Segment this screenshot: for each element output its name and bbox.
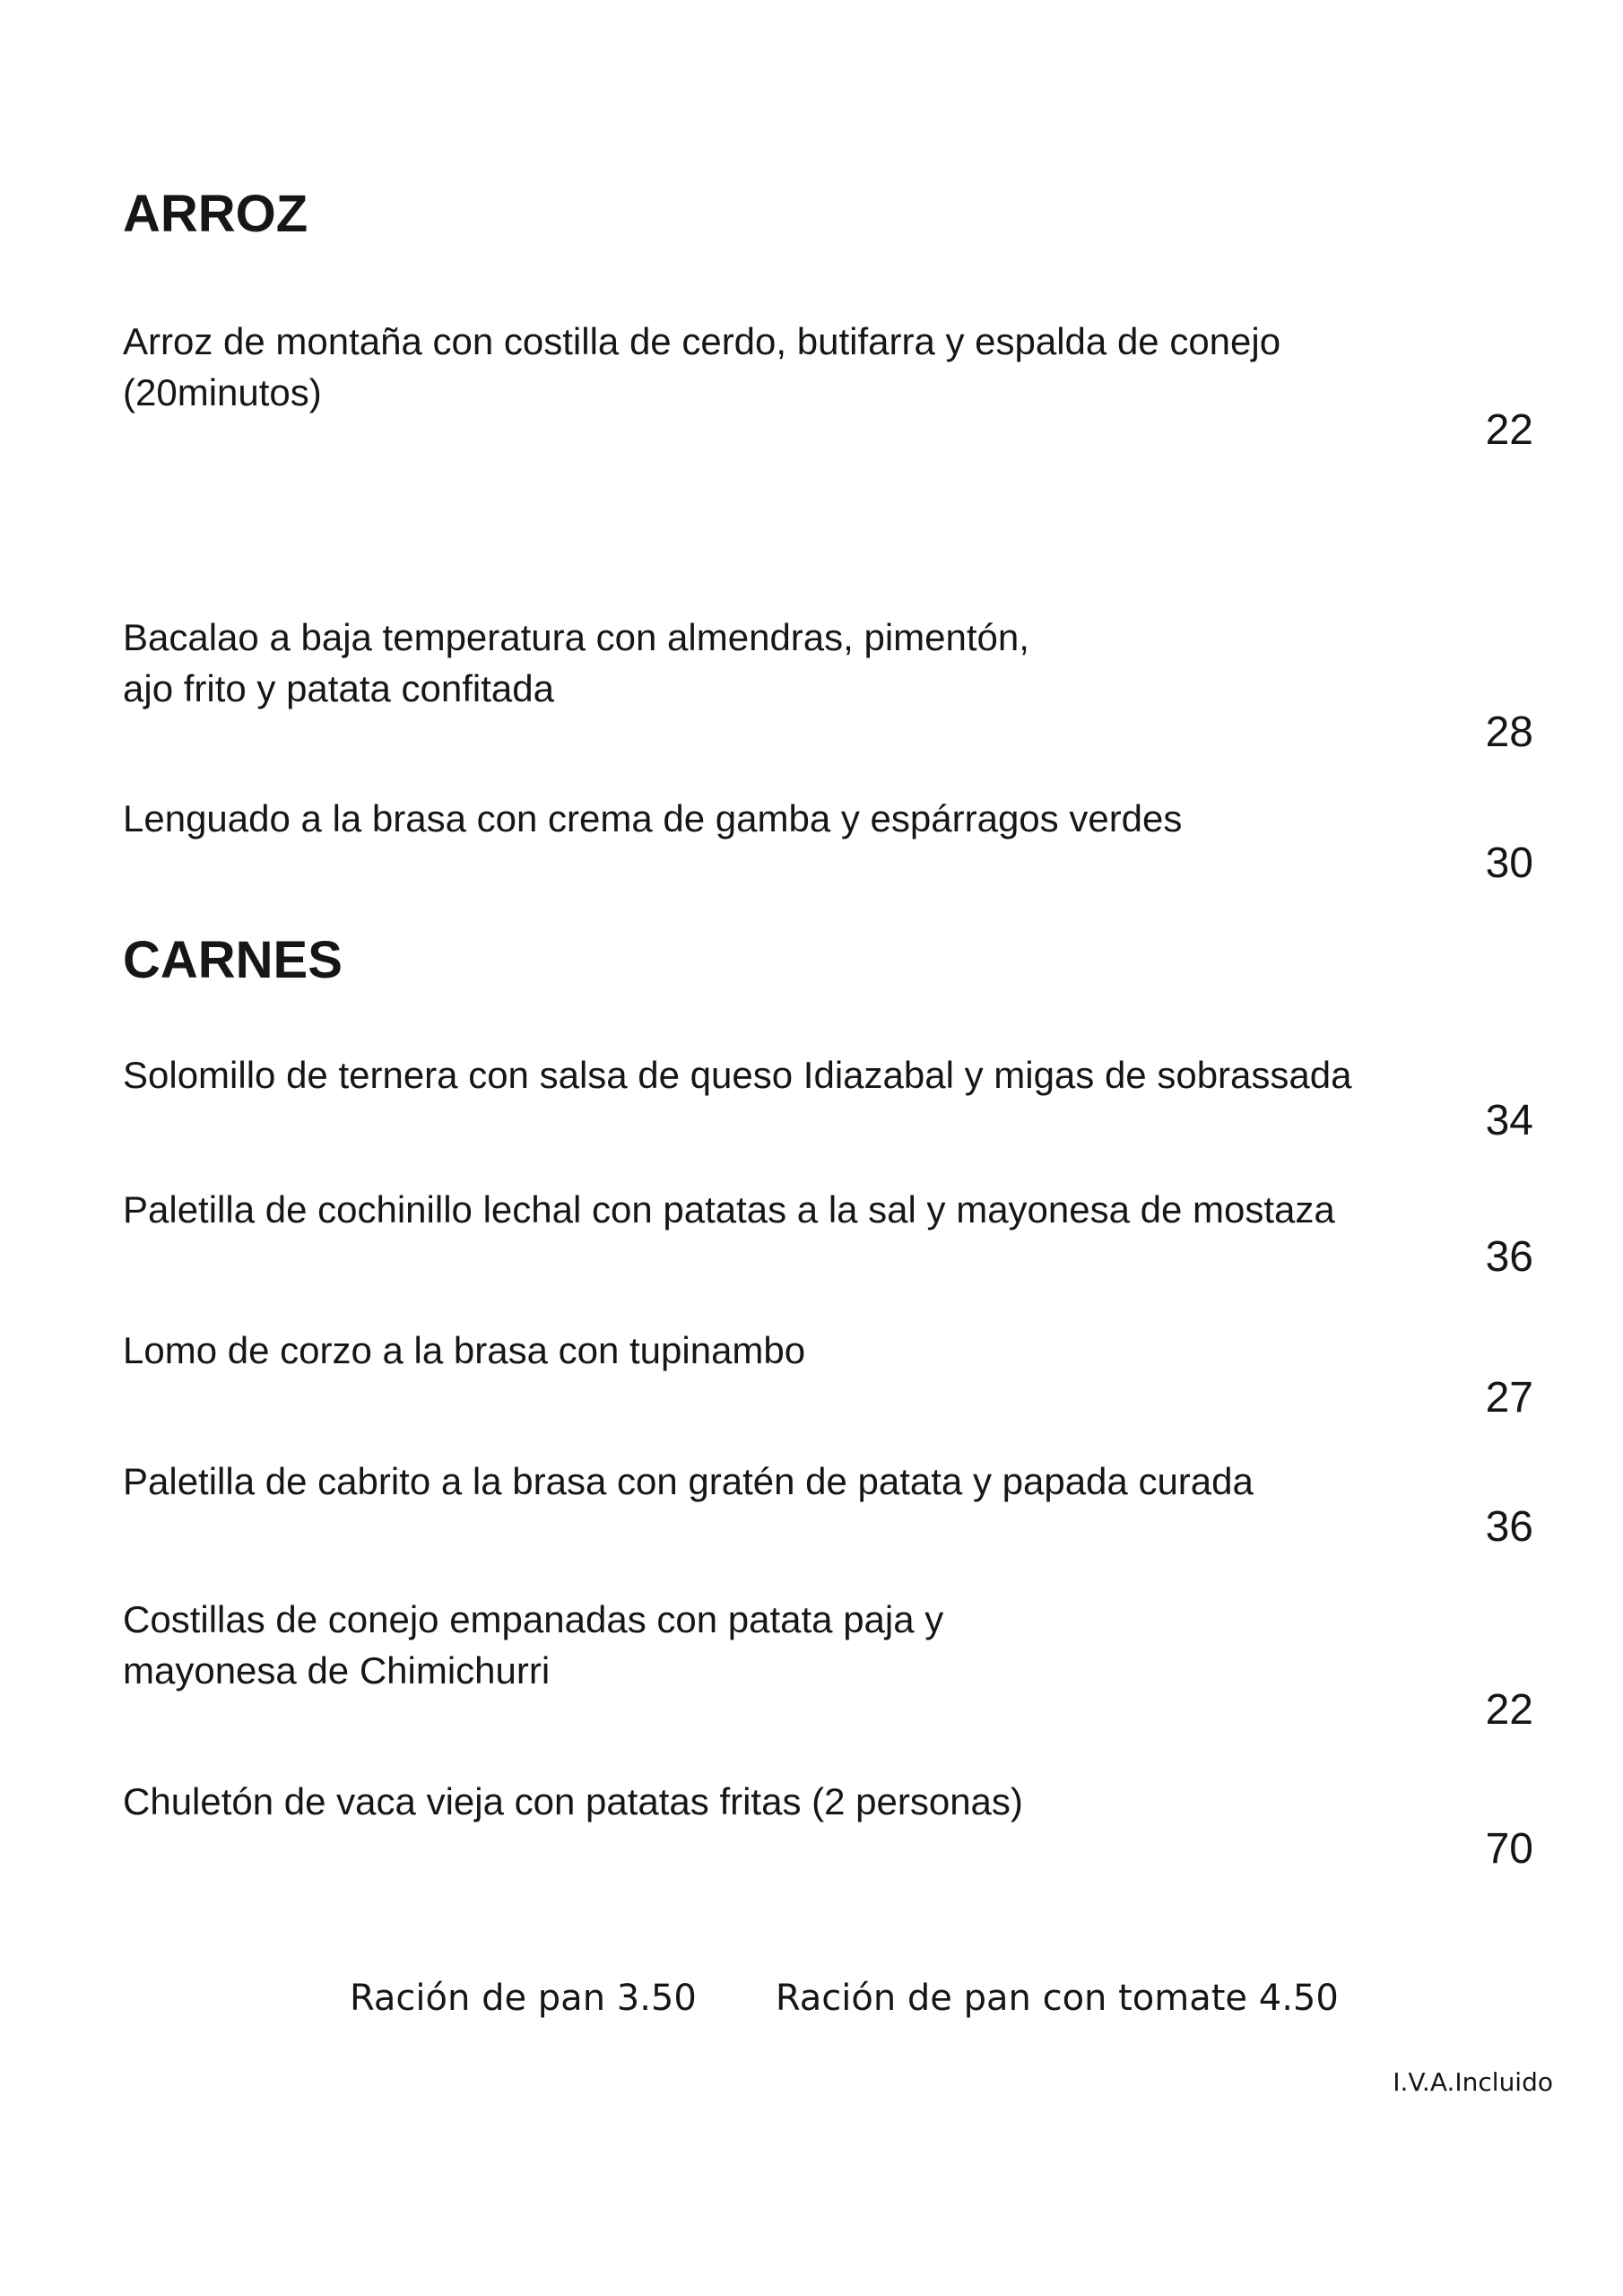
menu-item-line: Arroz de montaña con costilla de cerdo, butifarra y espalda de conejo [123, 320, 1281, 362]
menu-item-price: 22 [1485, 1686, 1533, 1734]
menu-item-line: Chuletón de vaca vieja con patatas fritas (2 personas) [123, 1780, 1023, 1822]
menu-item-line: Lenguado a la brasa con crema de gamba y espárragos verdes [123, 797, 1183, 839]
menu-item-line: Paletilla de cochinillo lechal con patatas a la sal y mayonesa de mostaza [123, 1188, 1335, 1231]
bread-options-row [350, 1977, 1339, 2020]
menu-item-line: (20minutos) [123, 371, 322, 413]
menu-item-line: Bacalao a baja temperatura con almendras, pimentón, [123, 616, 1029, 658]
bread-plain-option: Ración de pan 3.50 [350, 1978, 697, 2019]
menu-item-price: 70 [1485, 1825, 1533, 1873]
menu-item-line: ajo frito y patata confitada [123, 667, 554, 709]
menu-item-price: 28 [1485, 709, 1533, 756]
menu-item-line: Lomo de corzo a la brasa con tupinambo [123, 1329, 806, 1371]
menu-item-line: Solomillo de ternera con salsa de queso Idiazabal y migas de sobrassada [123, 1054, 1352, 1096]
menu-item-arroz-de-montana [123, 316, 1533, 418]
menu-item-paletilla-cochinillo [123, 1184, 1533, 1235]
tax-note: I.V.A.Incluido [1393, 2067, 1553, 2097]
menu-item-chuleton [123, 1776, 1533, 1827]
menu-item-price: 27 [1485, 1374, 1533, 1422]
menu-item-price: 30 [1485, 839, 1533, 887]
menu-item-price: 34 [1485, 1097, 1533, 1144]
menu-item-price: 36 [1485, 1503, 1533, 1551]
menu-item-price: 36 [1485, 1233, 1533, 1281]
menu-item-line: mayonesa de Chimichurri [123, 1649, 551, 1692]
menu-item-lomo-de-corzo [123, 1325, 1533, 1376]
section-title-arroz: ARROZ [123, 185, 308, 243]
menu-item-price: 22 [1485, 406, 1533, 454]
section-title-carnes: CARNES [123, 931, 343, 989]
menu-item-line: Costillas de conejo empanadas con patata paja y [123, 1598, 944, 1640]
menu-item-lenguado [123, 793, 1533, 844]
menu-item-costillas-conejo [123, 1594, 1533, 1696]
menu-item-solomillo [123, 1049, 1533, 1100]
bread-tomato-option: Ración de pan con tomate 4.50 [775, 1978, 1339, 2019]
menu-item-bacalao [123, 612, 1533, 714]
menu-item-paletilla-cabrito [123, 1456, 1533, 1507]
menu-item-line: Paletilla de cabrito a la brasa con gratén de patata y papada curada [123, 1460, 1254, 1502]
